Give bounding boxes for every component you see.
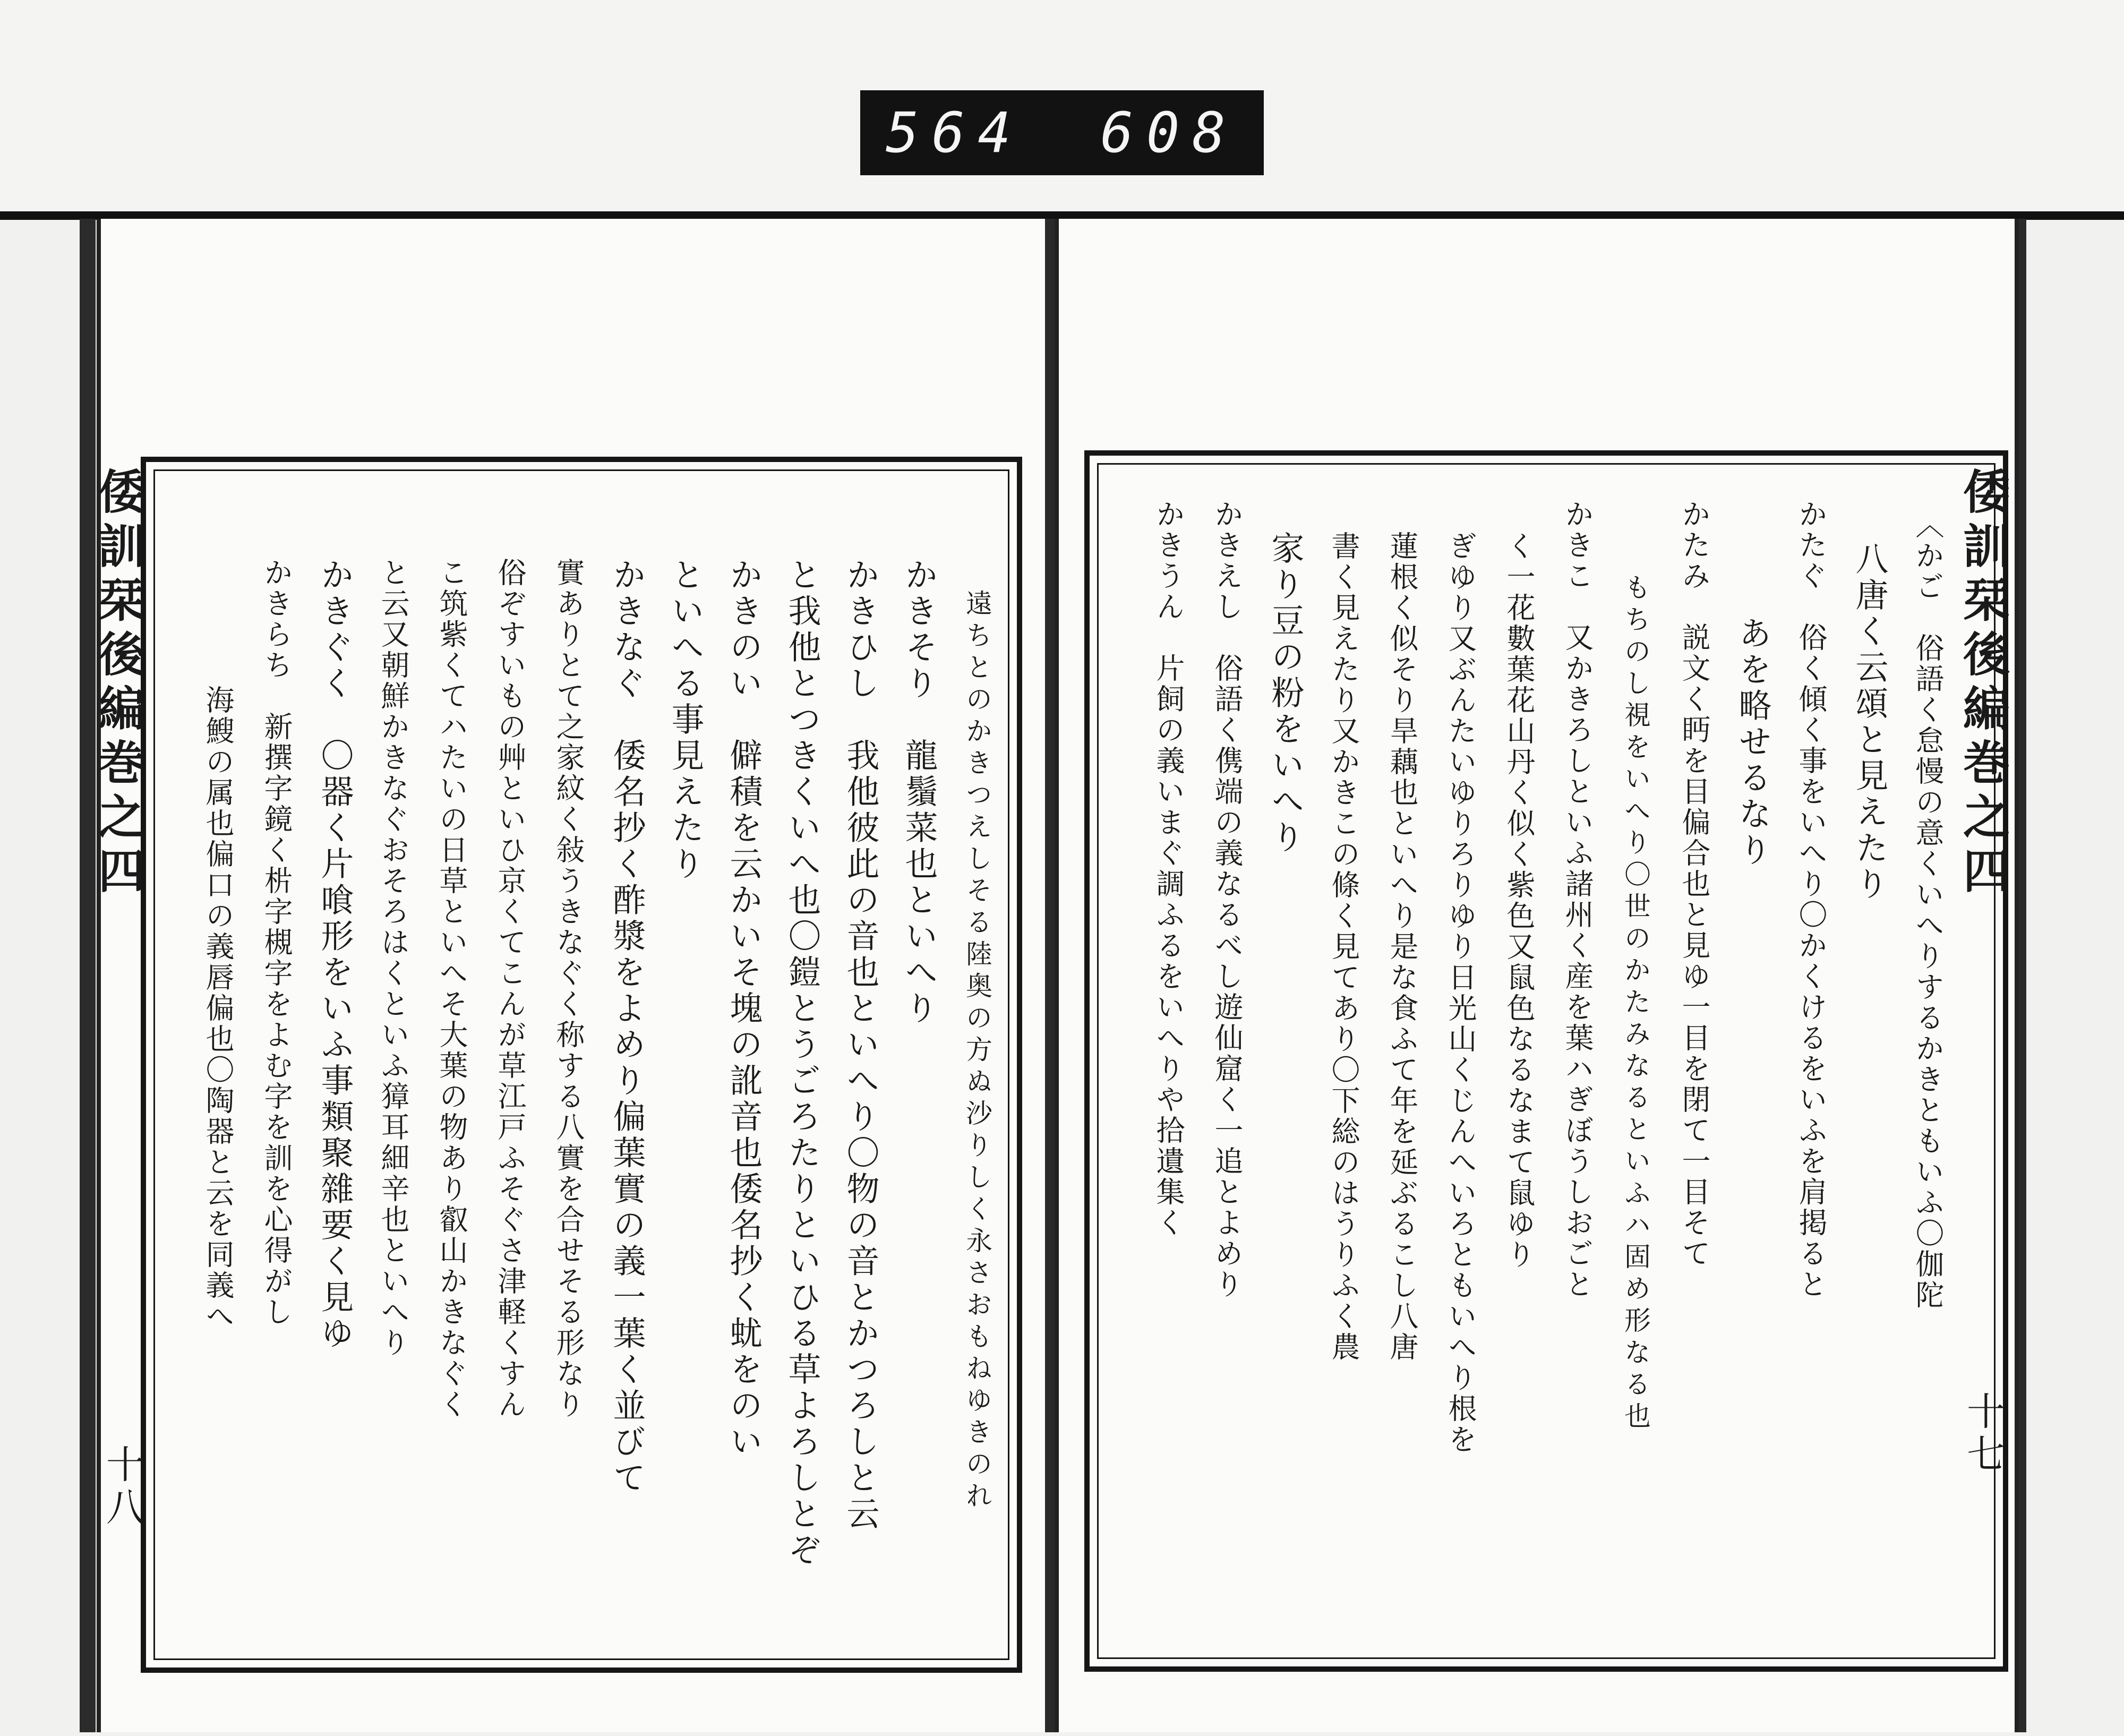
left-page-outer-edge: [80, 219, 96, 1732]
text-column: 遠ちとのかきつえしそる陸奥の方ぬ沙りしく永さおもねゆきのれ: [962, 589, 992, 1513]
text-column: かきこ 又かきろしといふ諸州く産を葉ハぎぼうしおごと: [1561, 499, 1594, 1300]
reel-number-label: [860, 90, 1264, 175]
reel-number-right: 608: [1100, 100, 1238, 165]
right-folio: 十七: [1960, 1391, 2005, 1476]
text-column: 海䱸の属也偏口の義唇偏也〇陶器と云を同義へ: [201, 685, 235, 1332]
reel-number-left: 564: [886, 100, 1024, 165]
left-folio: 十八: [100, 1444, 144, 1529]
text-column: あを略せるなり: [1733, 616, 1772, 869]
text-column: く一花數葉花山丹く似く紫色又鼠色なるなまて鼠ゆり: [1502, 531, 1536, 1270]
text-column: かきうん 片飼の義いまぐ調ふるをいへりや拾遺集く: [1152, 499, 1185, 1238]
text-column: 俗ぞすいもの艸といひ京くてこんが草江戸ふそぐさ津軽くすん: [493, 558, 527, 1420]
text-column: かたみ 説文く眄を目偏合也と見ゆ一目を閉て一目そて: [1677, 499, 1711, 1269]
book-spine: [1045, 219, 1055, 1732]
text-column: 蓮根く似そり旱藕也といへり是な食ふて年を延ぶるこし八唐: [1385, 531, 1419, 1363]
text-column: と我他とつきくいへ也〇鎧とうごろたりといひる草よろしとぞ: [783, 558, 821, 1569]
text-column: かきひし 我他彼此の音也といへり〇物の音とかつろしと云: [841, 558, 880, 1533]
text-column: といへる事見えたり: [666, 558, 705, 883]
left-margin-title: 倭訓栞後編巻之四: [91, 467, 146, 901]
text-column: かきぐく 〇器く片喰形をいふ事類聚雜要く見ゆ: [315, 558, 354, 1352]
text-column: かきそり 龍鬚菜也といへり: [900, 558, 938, 1027]
text-column: と云又朝鮮かきなぐおそろはくといふ獐耳細辛也といへり: [376, 558, 410, 1358]
right-margin-title: 倭訓栞後編巻之四: [1956, 467, 2011, 901]
text-column: 書く見えたり又かきこの條く見てあり〇下総のはうりふく農: [1327, 531, 1360, 1363]
text-column: かきえし 俗語く㑺端の義なるべし遊仙窟く一追とよめり: [1210, 499, 1244, 1300]
text-column: こ筑紫くてハたいの日草といへそ大葉の物あり叡山かきなぐく: [435, 558, 468, 1420]
text-column: 實ありとて之家紋く敍うきなぐく称する八實を合せそる形なり: [552, 558, 585, 1420]
text-column: 家り豆の粉をいへり: [1266, 531, 1305, 856]
text-column: かきらち 新撰字鏡く㭊字槻字をよむ字を訓を心得がし: [260, 558, 293, 1328]
text-column: もちのし視をいへり〇世のかたみなるといふハ固め形なる也: [1620, 574, 1651, 1434]
text-column: かたぐ 俗く傾く事をいへり〇かくけるをいふを肩掲ると: [1794, 499, 1828, 1300]
text-column: かきなぐ 倭名抄く酢漿をよめり偏葉實の義一葉く並びて: [607, 558, 646, 1496]
text-column: 八唐く云頌と見えたり: [1850, 542, 1889, 903]
text-column: かきのい 僻積を云かいそ塊の訛音也倭名抄く蚘をのい: [724, 558, 763, 1460]
text-column: 〈かご 俗語く怠慢の意くいへりするかきともいふ〇伽陀: [1911, 510, 1945, 1311]
text-column: ぎゆり又ぶんたいゆりろりゆり日光山くじんへいろともいへり根を: [1444, 531, 1477, 1455]
